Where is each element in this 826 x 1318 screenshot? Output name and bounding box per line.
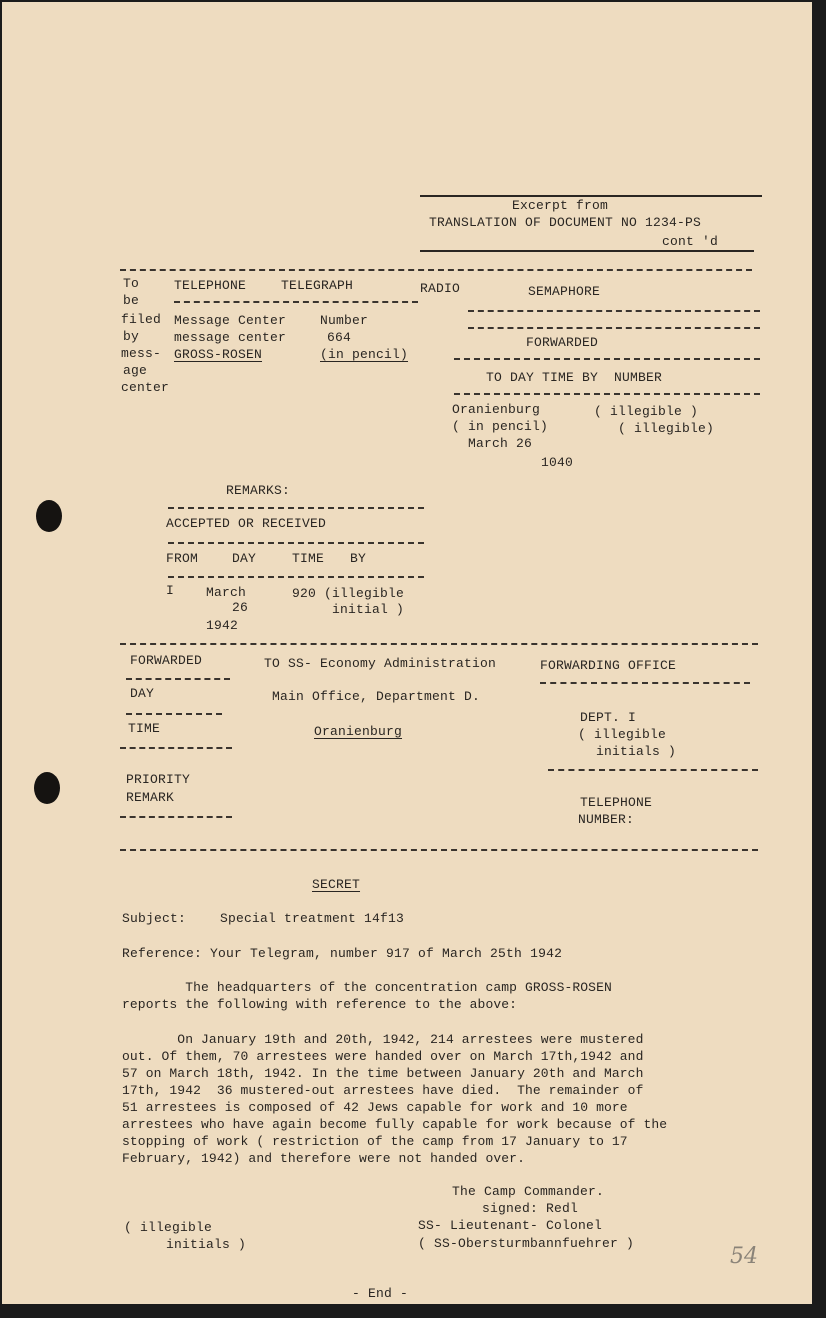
routing-day-dash [126,713,222,715]
paragraph-2-line-2: out. Of them, 70 arrestees were handed over on March 17th,1942 and [122,1049,644,1064]
from-dash [168,576,424,578]
gross-rosen-origin: GROSS-ROSEN [174,347,263,362]
semaphore-label: SEMAPHORE [528,284,601,299]
to-be-filed-5: age [123,363,148,378]
to-be-filed-3: by [123,329,140,344]
number-in-pencil: (in pencil) [320,347,409,362]
routing-day: DAY [130,686,155,701]
paragraph-2-line-8: February, 1942) and therefore were not handed over. [122,1151,525,1166]
accepted-dash [168,542,424,544]
methods-dash-right [468,310,760,312]
routing-oranienburg: Oranienburg [314,724,403,739]
received-march: March [206,585,247,600]
forwarded-march-26: March 26 [468,436,533,451]
to-be-filed-2: filed [121,312,162,327]
illegible-initials-1: ( illegible [124,1220,213,1235]
from-label: FROM [166,551,199,566]
to-be-filed-0: To [123,276,140,291]
number-label: Number [320,313,369,328]
message-center-2: message center [174,330,287,345]
routing-remark-dash [120,816,232,818]
routing-telephone: TELEPHONE [580,795,653,810]
routing-time: TIME [128,721,161,736]
time-label: TIME [292,551,325,566]
forwarding-office-label: FORWARDING OFFICE [540,658,677,673]
paragraph-2-line-5: 51 arrestees is composed of 42 Jews capable for work and 10 more [122,1100,628,1115]
paragraph-1-line-1: The headquarters of the concentration camp GROSS-ROSEN [122,980,612,995]
radio-label: RADIO [420,281,461,296]
paragraph-1-line-2: reports the following with reference to the above: [122,997,518,1012]
forwarded-time-1040: 1040 [541,455,574,470]
header-top-rule [420,195,762,197]
forwarded-dash-top [468,327,760,329]
routing-top-dash [120,643,758,645]
header-translation: TRANSLATION OF DOCUMENT NO 1234-PS [429,215,702,230]
paragraph-2-line-3: 57 on March 18th, 1942. In the time between January 20th and March [122,1066,644,1081]
to-be-filed-1: be [123,293,140,308]
document-page [2,2,812,1304]
received-time-920: 920 (illegible [292,586,405,601]
header-contd: cont 'd [662,234,719,249]
forwarded-oranienburg: Oranienburg [452,402,541,417]
remarks-label: REMARKS: [226,483,291,498]
remarks-dash [168,507,424,509]
rank-line: SS- Lieutenant- Colonel [418,1218,603,1233]
routing-remark: REMARK [126,790,175,805]
secret-heading: SECRET [312,877,361,892]
routing-forwarded-dash [126,678,230,680]
signed-line: signed: Redl [482,1201,579,1216]
header-bottom-rule [420,250,754,252]
message-center: Message Center [174,313,287,328]
routing-to-line: TO SS- Economy Administration [264,656,497,671]
routing-bottom-dash [120,849,758,851]
paragraph-2-line-1: On January 19th and 20th, 1942, 214 arrestees were mustered [122,1032,644,1047]
to-be-filed-4: mess- [121,346,162,361]
methods-dash-left [174,301,418,303]
routing-time-dash [120,747,232,749]
forwarded-illegible-1: ( illegible ) [594,404,699,419]
illegible-initials-2: initials ) [166,1237,247,1252]
routing-dept: DEPT. I [580,710,637,725]
day-label: DAY [232,551,257,566]
header-excerpt: Excerpt from [512,198,609,213]
paragraph-2-line-4: 17th, 1942 36 mustered-out arrestees have died. The remainder of [122,1083,644,1098]
end-marker: - End - [352,1286,409,1301]
received-26: 26 [232,600,249,615]
forwarded-illegible-2: ( illegible) [618,421,715,436]
to-day-dash [454,393,760,395]
subject-value: Special treatment 14f13 [220,911,405,926]
routing-dept-dash [548,769,758,771]
accepted-received-label: ACCEPTED OR RECEIVED [166,516,327,531]
subject-label: Subject: [122,911,187,926]
paragraph-2-line-6: arrestees who have again become fully capable for work because of the [122,1117,668,1132]
received-1942: 1942 [206,618,239,633]
routing-dept-illegible-1: ( illegible [578,727,667,742]
reference-line: Reference: Your Telegram, number 917 of March 25th 1942 [122,946,563,961]
camp-commander: The Camp Commander. [452,1184,605,1199]
form-top-dash [120,269,752,271]
forwarded-dash-bottom [454,358,760,360]
punch-hole-top [36,500,62,532]
routing-forwarded: FORWARDED [130,653,203,668]
forwarding-office-dash [540,682,750,684]
telegraph-label: TELEGRAPH [281,278,354,293]
page-number-pencil: 54 [730,1244,758,1269]
received-roman-i: I [166,583,175,598]
received-initial: initial ) [332,602,405,617]
routing-main-office: Main Office, Department D. [272,689,481,704]
to-day-time-header: TO DAY TIME BY NUMBER [486,370,663,385]
forwarded-in-pencil: ( in pencil) [452,419,549,434]
routing-priority: PRIORITY [126,772,191,787]
rank-german-line: ( SS-Obersturmbannfuehrer ) [418,1236,635,1251]
number-value: 664 [327,330,352,345]
routing-number: NUMBER: [578,812,635,827]
paragraph-2-line-7: stopping of work ( restriction of the camp from 17 January to 17 [122,1134,628,1149]
punch-hole-bottom [34,772,60,804]
by-label: BY [350,551,367,566]
telephone-label: TELEPHONE [174,278,247,293]
routing-dept-illegible-2: initials ) [596,744,677,759]
to-be-filed-6: center [121,380,170,395]
forwarded-label: FORWARDED [526,335,599,350]
